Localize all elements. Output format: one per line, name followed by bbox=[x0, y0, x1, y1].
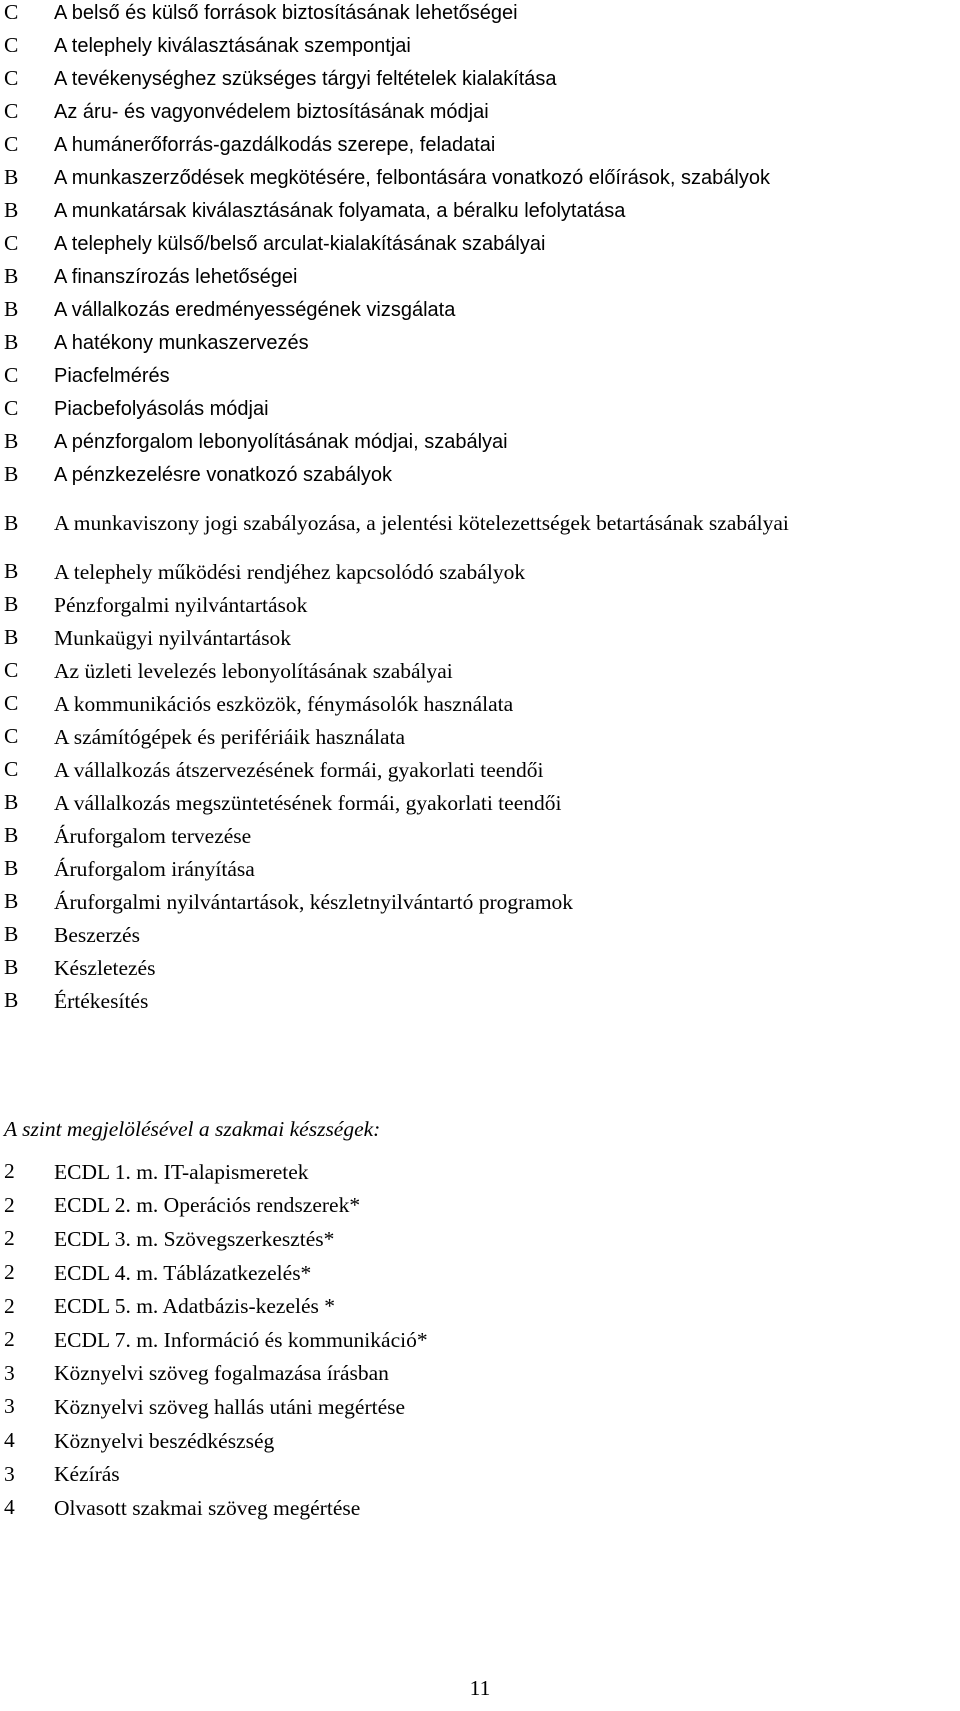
topic-row bbox=[0, 227, 960, 260]
topic-text: A telephely külső/belső arculat-kialakításának szabályai bbox=[54, 232, 546, 255]
topic-text: Beszerzés bbox=[54, 922, 140, 947]
skill-row bbox=[0, 1189, 960, 1223]
topic-row bbox=[0, 161, 960, 194]
topic-text: A hatékony munkaszervezés bbox=[54, 331, 309, 354]
topic-text: A tevékenységhez szükséges tárgyi feltételek kialakítása bbox=[54, 67, 557, 90]
topic-text: A telephely működési rendjéhez kapcsolódó szabályok bbox=[54, 559, 526, 584]
skill-text: Köznyelvi beszédkészség bbox=[54, 1428, 275, 1453]
skill-row bbox=[0, 1323, 960, 1357]
topic-text: A vállalkozás megszüntetésének formái, gyakorlati teendői bbox=[54, 790, 562, 815]
topic-row bbox=[0, 491, 960, 555]
topic-text: Áruforgalom irányítása bbox=[54, 856, 255, 881]
topic-row bbox=[0, 720, 960, 753]
topic-row bbox=[0, 621, 960, 654]
topic-grade: C bbox=[4, 396, 19, 420]
skill-level: 2 bbox=[4, 1260, 15, 1285]
skill-text: Kézírás bbox=[54, 1462, 120, 1487]
skill-row bbox=[0, 1457, 960, 1491]
skill-level: 2 bbox=[4, 1226, 15, 1251]
topic-grade: C bbox=[4, 724, 19, 748]
skill-text: ECDL 3. m. Szövegszerkesztés* bbox=[54, 1226, 335, 1251]
topic-row bbox=[0, 293, 960, 326]
topic-grade: B bbox=[4, 988, 19, 1012]
skill-level: 2 bbox=[4, 1192, 15, 1217]
topic-grade: B bbox=[4, 198, 19, 222]
topic-text: A vállalkozás átszervezésének formái, gyakorlati teendői bbox=[54, 757, 544, 782]
topic-grade: B bbox=[4, 592, 19, 616]
topic-row bbox=[0, 588, 960, 621]
skill-row bbox=[0, 1222, 960, 1256]
topic-row bbox=[0, 885, 960, 918]
topic-grade: B bbox=[4, 330, 19, 354]
skill-text: Köznyelvi szöveg hallás utáni megértése bbox=[54, 1394, 406, 1419]
topic-grade: B bbox=[4, 559, 19, 583]
skill-level: 4 bbox=[4, 1428, 15, 1453]
topic-row bbox=[0, 753, 960, 786]
topic-row bbox=[0, 852, 960, 885]
topic-row bbox=[0, 984, 960, 1017]
topic-grade: C bbox=[4, 0, 19, 24]
topic-row bbox=[0, 654, 960, 687]
skill-level: 3 bbox=[4, 1394, 15, 1419]
topic-text: Munkaügyi nyilvántartások bbox=[54, 625, 292, 650]
topic-text: A vállalkozás eredményességének vizsgálata bbox=[54, 298, 456, 321]
topic-text: Az áru- és vagyonvédelem biztosításának módjai bbox=[54, 100, 489, 123]
topic-text: A munkatársak kiválasztásának folyamata, a béralku lefolytatása bbox=[54, 199, 626, 222]
skill-row bbox=[0, 1256, 960, 1290]
topic-row bbox=[0, 786, 960, 819]
skill-text: ECDL 1. m. IT-alapismeretek bbox=[54, 1159, 309, 1184]
topic-text: A számítógépek és perifériáik használata bbox=[54, 724, 406, 749]
topic-text: A finanszírozás lehetőségei bbox=[54, 265, 298, 288]
topic-text: Készletezés bbox=[54, 955, 156, 980]
skills-heading: A szint megjelölésével a szakmai készségek: bbox=[4, 1117, 381, 1141]
topic-row bbox=[0, 951, 960, 984]
topic-text: Piacbefolyásolás módjai bbox=[54, 397, 269, 420]
topic-row bbox=[0, 425, 960, 458]
topic-text: A kommunikációs eszközök, fénymásolók használata bbox=[54, 691, 514, 716]
topic-grade: B bbox=[4, 429, 19, 453]
topic-row bbox=[0, 0, 960, 29]
topic-text: A pénzkezelésre vonatkozó szabályok bbox=[54, 463, 392, 486]
skill-level: 4 bbox=[4, 1495, 15, 1520]
skill-row bbox=[0, 1491, 960, 1525]
topic-text: Áruforgalmi nyilvántartások, készletnyilvántartó programok bbox=[54, 889, 574, 914]
skill-row bbox=[0, 1424, 960, 1458]
topic-grade: B bbox=[4, 889, 19, 913]
topic-row bbox=[0, 29, 960, 62]
skill-text: ECDL 4. m. Táblázatkezelés* bbox=[54, 1260, 312, 1285]
skill-row bbox=[0, 1390, 960, 1424]
topic-grade: C bbox=[4, 363, 19, 387]
skill-text: ECDL 5. m. Adatbázis-kezelés * bbox=[54, 1294, 336, 1319]
topic-grade: B bbox=[4, 955, 19, 979]
topic-row bbox=[0, 95, 960, 128]
topic-grade: C bbox=[4, 99, 19, 123]
skill-text: Olvasott szakmai szöveg megértése bbox=[54, 1495, 361, 1520]
topic-row bbox=[0, 555, 960, 588]
topic-grade: C bbox=[4, 231, 19, 255]
topic-row bbox=[0, 260, 960, 293]
topic-text: Áruforgalom tervezése bbox=[54, 823, 252, 848]
topic-text: A humánerőforrás-gazdálkodás szerepe, feladatai bbox=[54, 133, 496, 156]
topic-text: Piacfelmérés bbox=[54, 364, 170, 387]
topic-row bbox=[0, 128, 960, 161]
topic-grade: B bbox=[4, 510, 19, 535]
skill-text: Köznyelvi szöveg fogalmazása írásban bbox=[54, 1361, 389, 1386]
topic-text: A munkaszerződések megkötésére, felbontására vonatkozó előírások, szabályok bbox=[54, 166, 770, 189]
topic-grade: B bbox=[4, 165, 19, 189]
skill-text: ECDL 2. m. Operációs rendszerek* bbox=[54, 1193, 361, 1218]
skill-row bbox=[0, 1155, 960, 1189]
topic-grade: C bbox=[4, 66, 19, 90]
topic-text: A belső és külső források biztosításának lehetőségei bbox=[54, 1, 518, 24]
topic-row bbox=[0, 62, 960, 95]
topic-grade: C bbox=[4, 691, 19, 715]
skill-level: 2 bbox=[4, 1327, 15, 1352]
topic-text: Pénzforgalmi nyilvántartások bbox=[54, 592, 308, 617]
topic-text: A pénzforgalom lebonyolításának módjai, szabályai bbox=[54, 430, 508, 453]
topic-text: Értékesítés bbox=[54, 988, 149, 1013]
skill-row bbox=[0, 1289, 960, 1323]
topic-grade: B bbox=[4, 790, 19, 814]
topic-row bbox=[0, 194, 960, 227]
topic-row bbox=[0, 687, 960, 720]
topic-row bbox=[0, 359, 960, 392]
page-number: 11 bbox=[469, 1676, 491, 1700]
topic-text: A munkaviszony jogi szabályozása, a jelentési kötelezettségek betartásának szabályai bbox=[54, 511, 789, 535]
topic-grade: C bbox=[4, 33, 19, 57]
topic-row bbox=[0, 819, 960, 852]
topic-grade: B bbox=[4, 823, 19, 847]
topic-grade: B bbox=[4, 297, 19, 321]
topic-grade: B bbox=[4, 462, 19, 486]
topic-grade: C bbox=[4, 132, 19, 156]
skill-row bbox=[0, 1357, 960, 1391]
topic-grade: B bbox=[4, 264, 19, 288]
topic-grade: C bbox=[4, 757, 19, 781]
skill-level: 3 bbox=[4, 1461, 15, 1486]
topic-row bbox=[0, 918, 960, 951]
skill-level: 2 bbox=[4, 1159, 15, 1184]
skills-list bbox=[0, 1155, 960, 1525]
skill-level: 2 bbox=[4, 1293, 15, 1318]
topic-row bbox=[0, 392, 960, 425]
topic-grade: B bbox=[4, 856, 19, 880]
topic-grade: B bbox=[4, 625, 19, 649]
topic-row bbox=[0, 458, 960, 491]
topic-grade: B bbox=[4, 922, 19, 946]
topic-text: A telephely kiválasztásának szempontjai bbox=[54, 34, 411, 57]
topic-grade: C bbox=[4, 658, 19, 682]
skill-text: ECDL 7. m. Információ és kommunikáció* bbox=[54, 1327, 428, 1352]
skill-level: 3 bbox=[4, 1360, 15, 1385]
topic-text: Az üzleti levelezés lebonyolításának szabályai bbox=[54, 658, 453, 683]
topic-row bbox=[0, 326, 960, 359]
